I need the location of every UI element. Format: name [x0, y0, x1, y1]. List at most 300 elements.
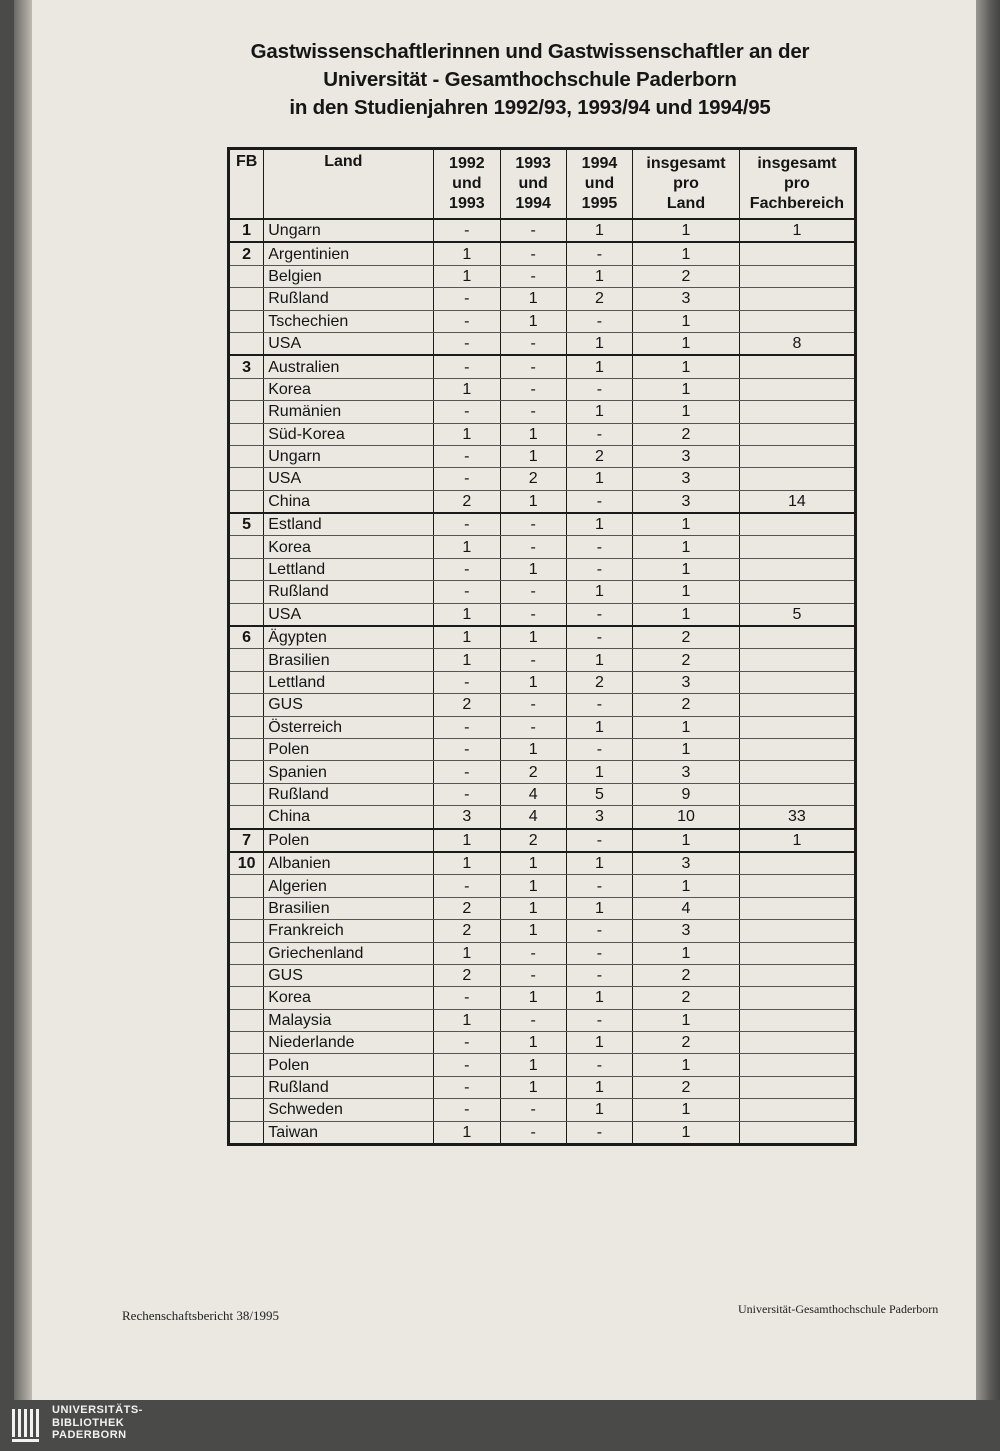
- country-cell: Niederlande: [264, 1032, 434, 1054]
- footer-university-label: Universität-Gesamthochschule Paderborn: [738, 1302, 939, 1316]
- year-3-cell: -: [566, 829, 632, 852]
- total-fb-cell: [739, 716, 855, 738]
- table-row: [229, 581, 856, 603]
- total-land-cell: 1: [633, 558, 740, 580]
- year-2-cell: -: [500, 603, 566, 626]
- total-fb-cell: [739, 1054, 855, 1076]
- country-cell: USA: [264, 332, 434, 355]
- fb-cell: [229, 806, 264, 829]
- table-row: [229, 219, 856, 242]
- fb-cell: 1: [229, 219, 264, 242]
- country-cell: Rußland: [264, 581, 434, 603]
- total-land-cell: 2: [633, 626, 740, 649]
- country-cell: Korea: [264, 378, 434, 400]
- country-cell: Rußland: [264, 288, 434, 310]
- year-1-cell: -: [434, 355, 500, 378]
- year-1-cell: 1: [434, 942, 500, 964]
- year-1-cell: -: [434, 513, 500, 536]
- total-fb-cell: [739, 423, 855, 445]
- country-cell: Spanien: [264, 761, 434, 783]
- year-2-cell: -: [500, 219, 566, 242]
- total-land-cell: 3: [633, 761, 740, 783]
- year-1-cell: -: [434, 761, 500, 783]
- header-fb: FB: [229, 149, 264, 220]
- total-fb-cell: [739, 671, 855, 693]
- total-land-cell: 1: [633, 310, 740, 332]
- table-row: [229, 1099, 856, 1121]
- year-1-cell: -: [434, 738, 500, 760]
- year-2-cell: 1: [500, 987, 566, 1009]
- year-2-cell: 1: [500, 626, 566, 649]
- year-1-cell: -: [434, 445, 500, 467]
- title-line-3: in den Studienjahren 1992/93, 1993/94 und 1994/95: [289, 96, 771, 119]
- country-cell: Frankreich: [264, 920, 434, 942]
- table-row: [229, 783, 856, 805]
- country-cell: Griechenland: [264, 942, 434, 964]
- table-row: [229, 513, 856, 536]
- year-1-cell: 2: [434, 964, 500, 986]
- total-fb-cell: [739, 445, 855, 467]
- total-land-cell: 1: [633, 378, 740, 400]
- library-logo-icon: [10, 1405, 44, 1445]
- total-fb-cell: [739, 1121, 855, 1144]
- total-land-cell: 1: [633, 581, 740, 603]
- fb-cell: [229, 987, 264, 1009]
- total-land-cell: 2: [633, 1032, 740, 1054]
- total-fb-cell: [739, 897, 855, 919]
- total-fb-cell: [739, 558, 855, 580]
- year-1-cell: 2: [434, 694, 500, 716]
- year-3-cell: -: [566, 423, 632, 445]
- year-1-cell: -: [434, 332, 500, 355]
- year-2-cell: -: [500, 355, 566, 378]
- year-3-cell: 1: [566, 761, 632, 783]
- year-2-cell: 1: [500, 423, 566, 445]
- total-fb-cell: 1: [739, 219, 855, 242]
- year-1-cell: 1: [434, 242, 500, 265]
- country-cell: China: [264, 490, 434, 513]
- table-row: [229, 1009, 856, 1031]
- year-1-cell: -: [434, 1099, 500, 1121]
- year-1-cell: -: [434, 468, 500, 490]
- year-2-cell: 1: [500, 490, 566, 513]
- year-2-cell: -: [500, 716, 566, 738]
- year-1-cell: 2: [434, 897, 500, 919]
- table-row: [229, 1054, 856, 1076]
- fb-cell: [229, 897, 264, 919]
- year-1-cell: -: [434, 875, 500, 897]
- fb-cell: [229, 558, 264, 580]
- year-2-cell: -: [500, 242, 566, 265]
- fb-cell: [229, 1076, 264, 1098]
- country-cell: Polen: [264, 738, 434, 760]
- total-land-cell: 1: [633, 1054, 740, 1076]
- table-row: [229, 897, 856, 919]
- table-row: [229, 536, 856, 558]
- total-fb-cell: [739, 852, 855, 875]
- country-cell: Belgien: [264, 265, 434, 287]
- year-1-cell: -: [434, 1032, 500, 1054]
- total-land-cell: 2: [633, 1076, 740, 1098]
- country-cell: Süd-Korea: [264, 423, 434, 445]
- year-3-cell: -: [566, 920, 632, 942]
- year-3-cell: 1: [566, 332, 632, 355]
- year-3-cell: -: [566, 378, 632, 400]
- table-row: [229, 423, 856, 445]
- year-2-cell: 1: [500, 852, 566, 875]
- table-row: [229, 671, 856, 693]
- table-row: [229, 1032, 856, 1054]
- country-cell: Brasilien: [264, 897, 434, 919]
- total-fb-cell: [739, 288, 855, 310]
- year-3-cell: 2: [566, 288, 632, 310]
- total-land-cell: 2: [633, 987, 740, 1009]
- total-fb-cell: [739, 401, 855, 423]
- year-2-cell: -: [500, 401, 566, 423]
- year-1-cell: 1: [434, 423, 500, 445]
- fb-cell: 7: [229, 829, 264, 852]
- table-row: [229, 378, 856, 400]
- total-land-cell: 2: [633, 964, 740, 986]
- total-fb-cell: [739, 581, 855, 603]
- header-land: Land: [264, 149, 434, 220]
- year-3-cell: 1: [566, 581, 632, 603]
- country-cell: Algerien: [264, 875, 434, 897]
- year-1-cell: 1: [434, 852, 500, 875]
- country-cell: Albanien: [264, 852, 434, 875]
- country-cell: Brasilien: [264, 649, 434, 671]
- fb-cell: [229, 1054, 264, 1076]
- table-row: [229, 987, 856, 1009]
- footer-report-label: Rechenschaftsbericht 38/1995: [122, 1308, 280, 1323]
- total-land-cell: 1: [633, 536, 740, 558]
- year-3-cell: 1: [566, 468, 632, 490]
- year-2-cell: -: [500, 1099, 566, 1121]
- total-fb-cell: [739, 964, 855, 986]
- table-body: [229, 219, 856, 1145]
- year-1-cell: 1: [434, 603, 500, 626]
- total-land-cell: 3: [633, 445, 740, 467]
- table-row: [229, 310, 856, 332]
- country-cell: Ungarn: [264, 219, 434, 242]
- year-2-cell: -: [500, 964, 566, 986]
- year-3-cell: 2: [566, 671, 632, 693]
- total-land-cell: 1: [633, 603, 740, 626]
- total-fb-cell: [739, 920, 855, 942]
- total-land-cell: 1: [633, 1099, 740, 1121]
- fb-cell: 2: [229, 242, 264, 265]
- fb-cell: [229, 1099, 264, 1121]
- total-land-cell: 1: [633, 942, 740, 964]
- total-land-cell: 2: [633, 265, 740, 287]
- table-row: [229, 445, 856, 467]
- year-3-cell: 1: [566, 852, 632, 875]
- fb-cell: [229, 671, 264, 693]
- table-row: [229, 806, 856, 829]
- year-3-cell: -: [566, 310, 632, 332]
- table-row: [229, 942, 856, 964]
- table-row: [229, 875, 856, 897]
- year-3-cell: -: [566, 558, 632, 580]
- total-land-cell: 4: [633, 897, 740, 919]
- fb-cell: [229, 783, 264, 805]
- fb-cell: [229, 536, 264, 558]
- total-land-cell: 1: [633, 332, 740, 355]
- year-1-cell: -: [434, 987, 500, 1009]
- table-row: [229, 738, 856, 760]
- fb-cell: [229, 490, 264, 513]
- year-2-cell: 4: [500, 806, 566, 829]
- fb-cell: [229, 964, 264, 986]
- fb-cell: [229, 920, 264, 942]
- total-land-cell: 3: [633, 468, 740, 490]
- table-header-row: [229, 149, 856, 220]
- table-row: [229, 964, 856, 986]
- year-1-cell: 1: [434, 829, 500, 852]
- year-2-cell: 2: [500, 761, 566, 783]
- title-line-2: Universität - Gesamthochschule Paderborn: [323, 68, 737, 91]
- year-2-cell: -: [500, 513, 566, 536]
- table-row: [229, 558, 856, 580]
- library-banner: [0, 1400, 1000, 1451]
- year-3-cell: -: [566, 1054, 632, 1076]
- header-year-1: 1992 und 1993: [434, 149, 500, 220]
- year-1-cell: -: [434, 401, 500, 423]
- table-row: [229, 716, 856, 738]
- total-fb-cell: [739, 942, 855, 964]
- year-2-cell: 1: [500, 920, 566, 942]
- total-fb-cell: [739, 783, 855, 805]
- year-2-cell: 1: [500, 671, 566, 693]
- fb-cell: [229, 378, 264, 400]
- total-fb-cell: 14: [739, 490, 855, 513]
- year-3-cell: -: [566, 536, 632, 558]
- header-year-3: 1994 und 1995: [566, 149, 632, 220]
- country-cell: Ägypten: [264, 626, 434, 649]
- year-2-cell: 1: [500, 1076, 566, 1098]
- fb-cell: [229, 581, 264, 603]
- table-row: [229, 1076, 856, 1098]
- year-2-cell: 1: [500, 310, 566, 332]
- year-3-cell: 2: [566, 445, 632, 467]
- total-land-cell: 10: [633, 806, 740, 829]
- table-row: [229, 401, 856, 423]
- total-fb-cell: [739, 1099, 855, 1121]
- total-land-cell: 3: [633, 920, 740, 942]
- year-2-cell: -: [500, 536, 566, 558]
- total-fb-cell: [739, 1009, 855, 1031]
- year-1-cell: 1: [434, 626, 500, 649]
- year-1-cell: 1: [434, 265, 500, 287]
- year-3-cell: 1: [566, 265, 632, 287]
- page-title: [150, 38, 910, 122]
- country-cell: Korea: [264, 536, 434, 558]
- total-fb-cell: [739, 242, 855, 265]
- table-row: [229, 355, 856, 378]
- year-3-cell: -: [566, 490, 632, 513]
- total-fb-cell: [739, 378, 855, 400]
- library-name: UNIVERSITÄTS- BIBLIOTHEK PADERBORN: [52, 1404, 143, 1441]
- year-2-cell: -: [500, 694, 566, 716]
- country-cell: Rußland: [264, 783, 434, 805]
- title-line-1: Gastwissenschaftlerinnen und Gastwissenschaftler an der: [250, 40, 810, 63]
- year-1-cell: 1: [434, 536, 500, 558]
- page-edge-shadow: [976, 0, 1000, 1400]
- year-2-cell: 1: [500, 875, 566, 897]
- table-row: [229, 1121, 856, 1144]
- country-cell: Lettland: [264, 671, 434, 693]
- year-1-cell: 1: [434, 1009, 500, 1031]
- year-1-cell: 3: [434, 806, 500, 829]
- fb-cell: [229, 445, 264, 467]
- total-land-cell: 1: [633, 355, 740, 378]
- table-row: [229, 626, 856, 649]
- country-cell: Korea: [264, 987, 434, 1009]
- table-row: [229, 852, 856, 875]
- total-fb-cell: [739, 513, 855, 536]
- year-3-cell: 1: [566, 219, 632, 242]
- total-fb-cell: 8: [739, 332, 855, 355]
- year-2-cell: -: [500, 649, 566, 671]
- year-3-cell: 1: [566, 401, 632, 423]
- year-3-cell: -: [566, 738, 632, 760]
- fb-cell: 6: [229, 626, 264, 649]
- year-1-cell: -: [434, 581, 500, 603]
- country-cell: Tschechien: [264, 310, 434, 332]
- country-cell: Österreich: [264, 716, 434, 738]
- year-2-cell: 4: [500, 783, 566, 805]
- year-1-cell: -: [434, 558, 500, 580]
- country-cell: GUS: [264, 694, 434, 716]
- header-total-fb: insgesamt pro Fachbereich: [739, 149, 855, 220]
- total-land-cell: 1: [633, 716, 740, 738]
- fb-cell: [229, 401, 264, 423]
- total-land-cell: 3: [633, 490, 740, 513]
- year-1-cell: -: [434, 1054, 500, 1076]
- fb-cell: [229, 332, 264, 355]
- country-cell: Rußland: [264, 1076, 434, 1098]
- total-land-cell: 9: [633, 783, 740, 805]
- total-land-cell: 3: [633, 671, 740, 693]
- fb-cell: [229, 761, 264, 783]
- fb-cell: [229, 942, 264, 964]
- year-3-cell: -: [566, 603, 632, 626]
- total-land-cell: 1: [633, 401, 740, 423]
- total-fb-cell: [739, 310, 855, 332]
- total-land-cell: 1: [633, 829, 740, 852]
- header-year-2: 1993 und 1994: [500, 149, 566, 220]
- fb-cell: [229, 738, 264, 760]
- year-3-cell: 3: [566, 806, 632, 829]
- total-fb-cell: [739, 694, 855, 716]
- year-3-cell: 1: [566, 716, 632, 738]
- fb-cell: [229, 694, 264, 716]
- table-row: [229, 649, 856, 671]
- country-cell: China: [264, 806, 434, 829]
- country-cell: USA: [264, 603, 434, 626]
- total-fb-cell: [739, 536, 855, 558]
- country-cell: Estland: [264, 513, 434, 536]
- fb-cell: [229, 468, 264, 490]
- total-land-cell: 2: [633, 649, 740, 671]
- total-fb-cell: [739, 875, 855, 897]
- year-2-cell: 1: [500, 558, 566, 580]
- year-3-cell: 1: [566, 513, 632, 536]
- year-3-cell: -: [566, 942, 632, 964]
- country-cell: Argentinien: [264, 242, 434, 265]
- total-land-cell: 2: [633, 694, 740, 716]
- year-3-cell: 1: [566, 1099, 632, 1121]
- year-1-cell: 1: [434, 649, 500, 671]
- year-3-cell: -: [566, 964, 632, 986]
- year-1-cell: 1: [434, 1121, 500, 1144]
- year-2-cell: 1: [500, 445, 566, 467]
- total-land-cell: 3: [633, 288, 740, 310]
- fb-cell: 10: [229, 852, 264, 875]
- year-1-cell: 2: [434, 920, 500, 942]
- total-fb-cell: [739, 468, 855, 490]
- table-row: [229, 694, 856, 716]
- year-2-cell: -: [500, 581, 566, 603]
- fb-cell: [229, 1121, 264, 1144]
- year-1-cell: -: [434, 716, 500, 738]
- total-fb-cell: [739, 626, 855, 649]
- fb-cell: 5: [229, 513, 264, 536]
- header-total-land: insgesamt pro Land: [633, 149, 740, 220]
- year-2-cell: -: [500, 1121, 566, 1144]
- year-3-cell: -: [566, 875, 632, 897]
- year-1-cell: -: [434, 1076, 500, 1098]
- country-cell: Rumänien: [264, 401, 434, 423]
- table-row: [229, 242, 856, 265]
- total-fb-cell: [739, 265, 855, 287]
- table-row: [229, 761, 856, 783]
- year-1-cell: -: [434, 671, 500, 693]
- fb-cell: [229, 716, 264, 738]
- total-land-cell: 1: [633, 1121, 740, 1144]
- year-3-cell: -: [566, 1009, 632, 1031]
- year-3-cell: -: [566, 694, 632, 716]
- country-cell: Polen: [264, 1054, 434, 1076]
- total-fb-cell: [739, 761, 855, 783]
- fb-cell: [229, 649, 264, 671]
- fb-cell: [229, 1009, 264, 1031]
- total-fb-cell: [739, 738, 855, 760]
- year-1-cell: -: [434, 310, 500, 332]
- total-land-cell: 1: [633, 1009, 740, 1031]
- year-3-cell: 1: [566, 1032, 632, 1054]
- total-fb-cell: [739, 649, 855, 671]
- year-2-cell: -: [500, 942, 566, 964]
- total-land-cell: 1: [633, 875, 740, 897]
- table-row: [229, 288, 856, 310]
- year-2-cell: -: [500, 1009, 566, 1031]
- fb-cell: [229, 288, 264, 310]
- fb-cell: [229, 875, 264, 897]
- year-1-cell: -: [434, 783, 500, 805]
- total-land-cell: 2: [633, 423, 740, 445]
- year-2-cell: 1: [500, 288, 566, 310]
- year-2-cell: -: [500, 265, 566, 287]
- year-3-cell: 1: [566, 649, 632, 671]
- year-3-cell: 1: [566, 897, 632, 919]
- fb-cell: 3: [229, 355, 264, 378]
- total-land-cell: 1: [633, 242, 740, 265]
- country-cell: Australien: [264, 355, 434, 378]
- country-cell: GUS: [264, 964, 434, 986]
- table-row: [229, 490, 856, 513]
- total-fb-cell: 5: [739, 603, 855, 626]
